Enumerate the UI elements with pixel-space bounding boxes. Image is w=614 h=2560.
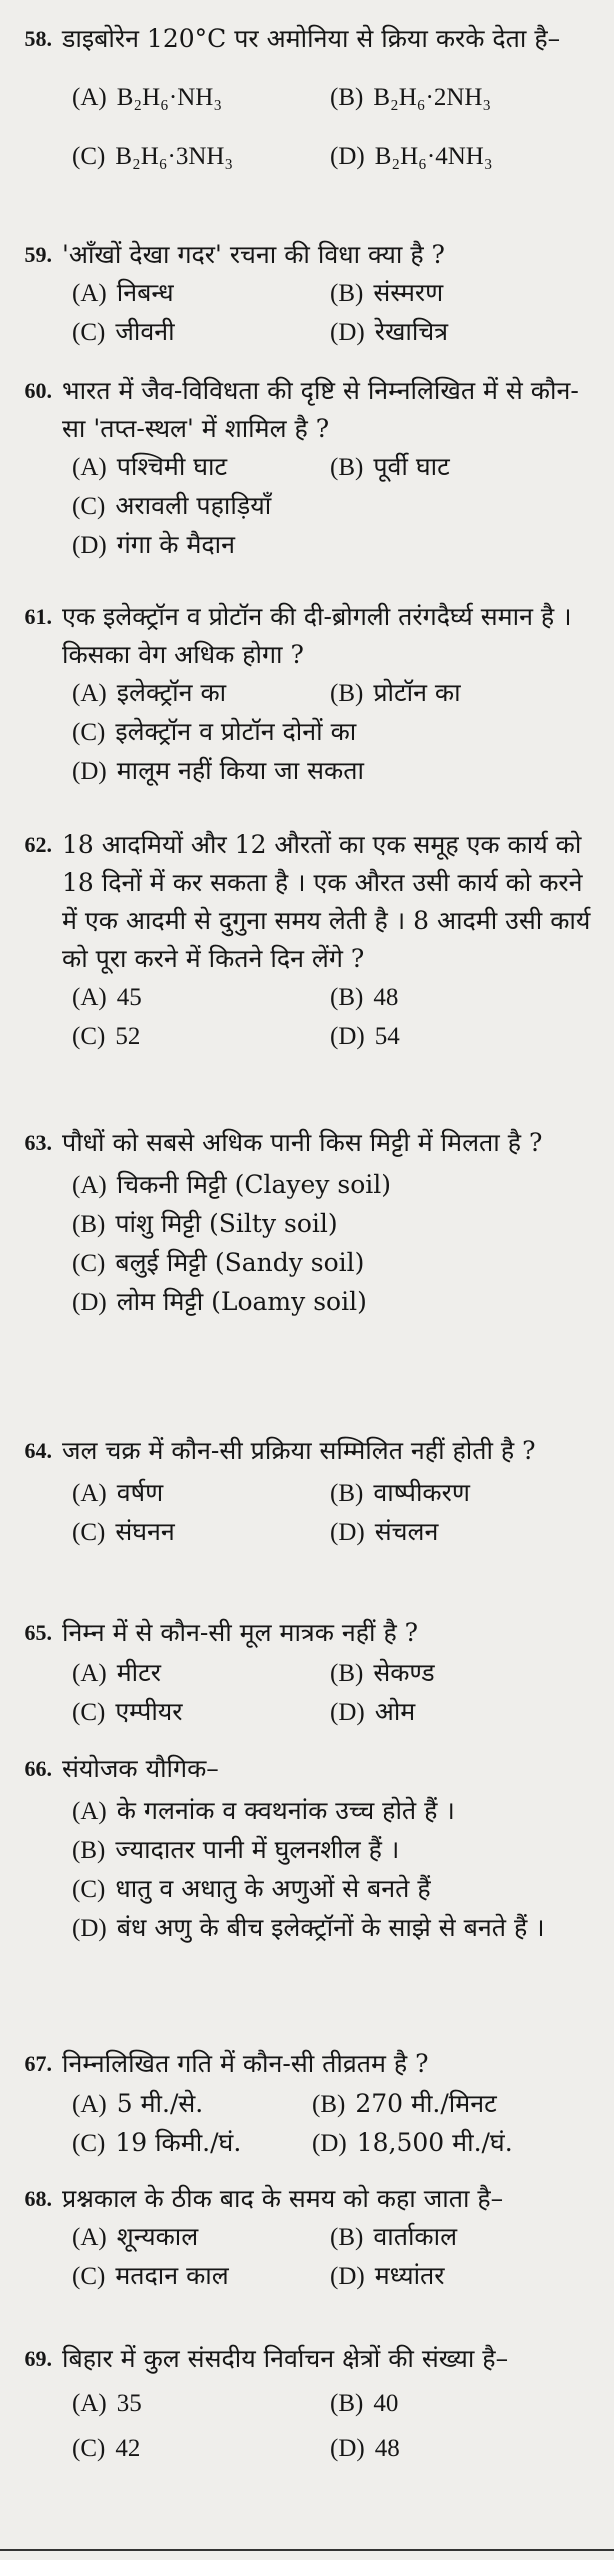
option-label: (A) [72, 2091, 107, 2118]
option-text: संस्मरण [373, 278, 444, 307]
option-text: चिकनी मिट्टी (Clayey soil) [116, 1170, 392, 1199]
question-65 [0, 1614, 614, 1732]
option-text: 54 [374, 1023, 400, 1050]
question-59 [0, 236, 614, 352]
question-text: जल चक्र में कौन-सी प्रक्रिया सम्मिलित नहीं होती है ? [62, 1436, 536, 1465]
question-text: डाइबोरेन 120°C पर अमोनिया से क्रिया करके देता है– [62, 24, 561, 53]
option-label: (B) [330, 454, 364, 481]
question-60 [0, 372, 614, 565]
option-label: (D) [72, 532, 107, 559]
option-d[interactable] [72, 752, 614, 791]
option-text: 42 [115, 2435, 141, 2462]
option-label: (A) [72, 1480, 107, 1507]
option-c[interactable] [72, 487, 614, 526]
option-text: बंध अणु के बीच इलेक्ट्रॉनों के साझे से बनते हैं । [116, 1913, 545, 1942]
option-b[interactable] [330, 674, 614, 713]
option-d[interactable] [330, 1017, 614, 1056]
option-text: इलेक्ट्रॉन व प्रोटॉन दोनों का [115, 717, 357, 746]
option-text: एम्पीयर [115, 1697, 183, 1726]
option-d[interactable] [72, 1283, 614, 1322]
option-b[interactable] [72, 1205, 614, 1244]
option-c[interactable] [72, 1693, 330, 1732]
option-text: गंगा के मैदान [116, 530, 236, 559]
option-b[interactable] [330, 78, 614, 117]
option-text: मध्यांतर [374, 2261, 445, 2290]
option-text: 40 [373, 2390, 399, 2417]
option-label: (C) [72, 1519, 106, 1546]
option-label: (D) [330, 1699, 365, 1726]
option-a[interactable] [72, 2218, 330, 2257]
option-text: वर्षण [116, 1478, 164, 1507]
option-text: वार्ताकाल [373, 2222, 458, 2251]
option-d[interactable] [72, 526, 614, 565]
option-text: वाष्पीकरण [373, 1478, 470, 1507]
option-c[interactable] [72, 1870, 614, 1909]
option-text: जीवनी [115, 317, 175, 346]
option-c[interactable] [72, 713, 614, 752]
option-b[interactable] [330, 274, 614, 313]
option-text: मालूम नहीं किया जा सकता [116, 756, 364, 785]
question-text: निम्न में से कौन-सी मूल मात्रक नहीं है ? [62, 1618, 419, 1647]
question-68 [0, 2180, 614, 2296]
bottom-rule [0, 2549, 614, 2551]
question-number: 65. [24, 1620, 52, 1645]
question-number: 66. [24, 1756, 52, 1781]
option-text: रेखाचित्र [374, 317, 449, 346]
option-d[interactable] [330, 1693, 614, 1732]
option-label: (A) [72, 2224, 107, 2251]
option-d[interactable] [330, 2257, 614, 2296]
option-label: (C) [72, 493, 106, 520]
option-label: (C) [72, 319, 106, 346]
option-text: 48 [373, 984, 399, 1011]
option-a[interactable] [72, 2384, 330, 2423]
question-69 [0, 2340, 614, 2468]
option-label: (A) [72, 84, 107, 111]
option-label: (C) [72, 2435, 106, 2462]
option-text: 270 मी./मिनट [355, 2089, 497, 2118]
question-text: 18 आदमियों और 12 औरतों का एक समूह एक कार्य को 18 दिनों में कर सकता है । एक औरत उसी कार्य को करने में एक आदमी से दुगुना समय लेती है । 8 आदमी उसी कार्य को पूरा करने में कितने दिन लेंगे ? [62, 830, 591, 973]
option-text: मीटर [116, 1658, 161, 1687]
question-number: 63. [24, 1130, 52, 1155]
question-number: 59. [24, 242, 52, 267]
option-text: प्रोटॉन का [373, 678, 461, 707]
option-label: (D) [330, 1519, 365, 1546]
option-label: (D) [330, 2263, 365, 2290]
option-d[interactable] [330, 137, 614, 176]
option-label: (A) [72, 2390, 107, 2417]
option-text: 35 [116, 2390, 142, 2417]
option-c[interactable] [72, 2124, 312, 2163]
question-number: 61. [24, 604, 52, 629]
question-number: 64. [24, 1438, 52, 1463]
option-label: (B) [312, 2091, 346, 2118]
option-a[interactable] [72, 1474, 330, 1513]
option-a[interactable] [72, 978, 330, 1017]
option-d[interactable] [330, 2429, 614, 2468]
option-b[interactable] [330, 448, 614, 487]
option-text: मतदान काल [115, 2261, 229, 2290]
option-label: (A) [72, 1660, 107, 1687]
option-label: (C) [72, 1876, 106, 1903]
question-61 [0, 598, 614, 791]
option-a[interactable] [72, 1654, 330, 1693]
option-d[interactable] [72, 1909, 614, 1948]
option-b[interactable] [72, 1831, 614, 1870]
question-62 [0, 826, 614, 1056]
option-b[interactable] [312, 2085, 614, 2124]
question-text: भारत में जैव-विविधता की दृष्टि से निम्नलिखित में से कौन-सा 'तप्त-स्थल' में शामिल है ? [62, 376, 579, 443]
question-text: निम्नलिखित गति में कौन-सी तीव्रतम है ? [62, 2049, 429, 2078]
option-a[interactable] [72, 2085, 312, 2124]
option-label: (C) [72, 719, 106, 746]
option-a[interactable] [72, 1792, 614, 1831]
option-label: (B) [330, 2224, 364, 2251]
question-text: संयोजक यौगिक– [62, 1754, 219, 1783]
question-58 [0, 20, 614, 176]
question-66 [0, 1750, 614, 1948]
question-number: 68. [24, 2186, 52, 2211]
option-a[interactable] [72, 274, 330, 313]
question-67 [0, 2045, 614, 2163]
question-number: 60. [24, 378, 52, 403]
option-label: (B) [330, 1480, 364, 1507]
option-text: निबन्ध [116, 278, 174, 307]
option-text: धातु व अधातु के अणुओं से बनते हैं [115, 1874, 431, 1903]
option-label: (B) [330, 280, 364, 307]
option-label: (C) [72, 143, 106, 170]
option-label: (B) [72, 1211, 106, 1238]
option-c[interactable] [72, 1244, 614, 1283]
question-number: 58. [24, 26, 52, 51]
option-label: (B) [330, 2390, 364, 2417]
option-d[interactable] [330, 313, 614, 352]
option-label: (A) [72, 280, 107, 307]
question-number: 67. [24, 2051, 52, 2076]
option-text: 5 मी./से. [116, 2089, 204, 2118]
option-text: 48 [374, 2435, 400, 2462]
option-text: 52 [115, 1023, 141, 1050]
option-label: (C) [72, 1023, 106, 1050]
option-label: (B) [330, 84, 364, 111]
option-text: ज्यादातर पानी में घुलनशील हैं । [115, 1835, 400, 1864]
option-text: 45 [116, 984, 142, 1011]
option-text: इलेक्ट्रॉन का [116, 678, 227, 707]
option-b[interactable] [330, 2218, 614, 2257]
question-text: 'आँखों देखा गदर' रचना की विधा क्या है ? [62, 240, 445, 269]
option-text: B₂H₆·4NH₃ [374, 143, 493, 170]
option-label: (D) [330, 319, 365, 346]
question-text: प्रश्नकाल के ठीक बाद के समय को कहा जाता है– [62, 2184, 504, 2213]
option-d[interactable] [312, 2124, 614, 2163]
option-label: (C) [72, 2130, 106, 2157]
option-label: (C) [72, 1699, 106, 1726]
question-text: एक इलेक्ट्रॉन व प्रोटॉन की दी-ब्रोगली तरंगदैर्घ्य समान है । किसका वेग अधिक होगा ? [62, 602, 572, 669]
option-c[interactable] [72, 1017, 330, 1056]
option-text: बलुई मिट्टी (Sandy soil) [115, 1248, 365, 1277]
option-label: (A) [72, 984, 107, 1011]
option-a[interactable] [72, 78, 330, 117]
option-b[interactable] [330, 1474, 614, 1513]
option-label: (A) [72, 1798, 107, 1825]
option-text: B₂H₆·NH₃ [116, 84, 223, 111]
option-text: पश्चिमी घाट [116, 452, 228, 481]
option-text: पूर्वी घाट [373, 452, 450, 481]
option-d[interactable] [330, 1513, 614, 1552]
option-c[interactable] [72, 1513, 330, 1552]
option-c[interactable] [72, 137, 330, 176]
option-label: (B) [330, 984, 364, 1011]
question-text: पौधों को सबसे अधिक पानी किस मिट्टी में मिलता है ? [62, 1128, 543, 1157]
option-label: (B) [330, 680, 364, 707]
question-number: 62. [24, 832, 52, 857]
option-label: (D) [330, 2435, 365, 2462]
option-c[interactable] [72, 2429, 330, 2468]
option-text: पांशु मिट्टी (Silty soil) [115, 1209, 338, 1238]
option-text: शून्यकाल [116, 2222, 199, 2251]
question-text: बिहार में कुल संसदीय निर्वाचन क्षेत्रों की संख्या है– [62, 2344, 509, 2373]
option-label: (C) [72, 2263, 106, 2290]
option-label: (B) [330, 1660, 364, 1687]
option-text: लोम मिट्टी (Loamy soil) [116, 1287, 367, 1316]
option-label: (D) [72, 1915, 107, 1942]
option-text: के गलनांक व क्वथनांक उच्च होते हैं । [116, 1796, 455, 1825]
option-text: संघनन [115, 1517, 175, 1546]
option-label: (D) [72, 1289, 107, 1316]
option-c[interactable] [72, 2257, 330, 2296]
option-c[interactable] [72, 313, 330, 352]
option-text: सेकण्ड [373, 1658, 435, 1687]
option-text: B₂H₆·2NH₃ [373, 84, 492, 111]
option-text: ओम [374, 1697, 416, 1726]
question-63 [0, 1124, 614, 1322]
option-label: (A) [72, 680, 107, 707]
question-64 [0, 1432, 614, 1552]
option-label: (D) [330, 1023, 365, 1050]
option-b[interactable] [330, 2384, 614, 2423]
option-text: 19 किमी./घं. [115, 2128, 242, 2157]
option-a[interactable] [72, 674, 330, 713]
option-b[interactable] [330, 978, 614, 1017]
option-text: अरावली पहाड़ियाँ [115, 491, 272, 520]
option-text: B₂H₆·3NH₃ [115, 143, 234, 170]
question-number: 69. [24, 2346, 52, 2371]
option-text: 18,500 मी./घं. [356, 2128, 513, 2157]
option-label: (D) [72, 758, 107, 785]
option-label: (A) [72, 1172, 107, 1199]
option-label: (D) [330, 143, 365, 170]
option-a[interactable] [72, 1166, 614, 1205]
option-label: (A) [72, 454, 107, 481]
option-text: संचलन [374, 1517, 439, 1546]
option-a[interactable] [72, 448, 330, 487]
option-label: (C) [72, 1250, 106, 1277]
option-b[interactable] [330, 1654, 614, 1693]
option-label: (B) [72, 1837, 106, 1864]
option-label: (D) [312, 2130, 347, 2157]
